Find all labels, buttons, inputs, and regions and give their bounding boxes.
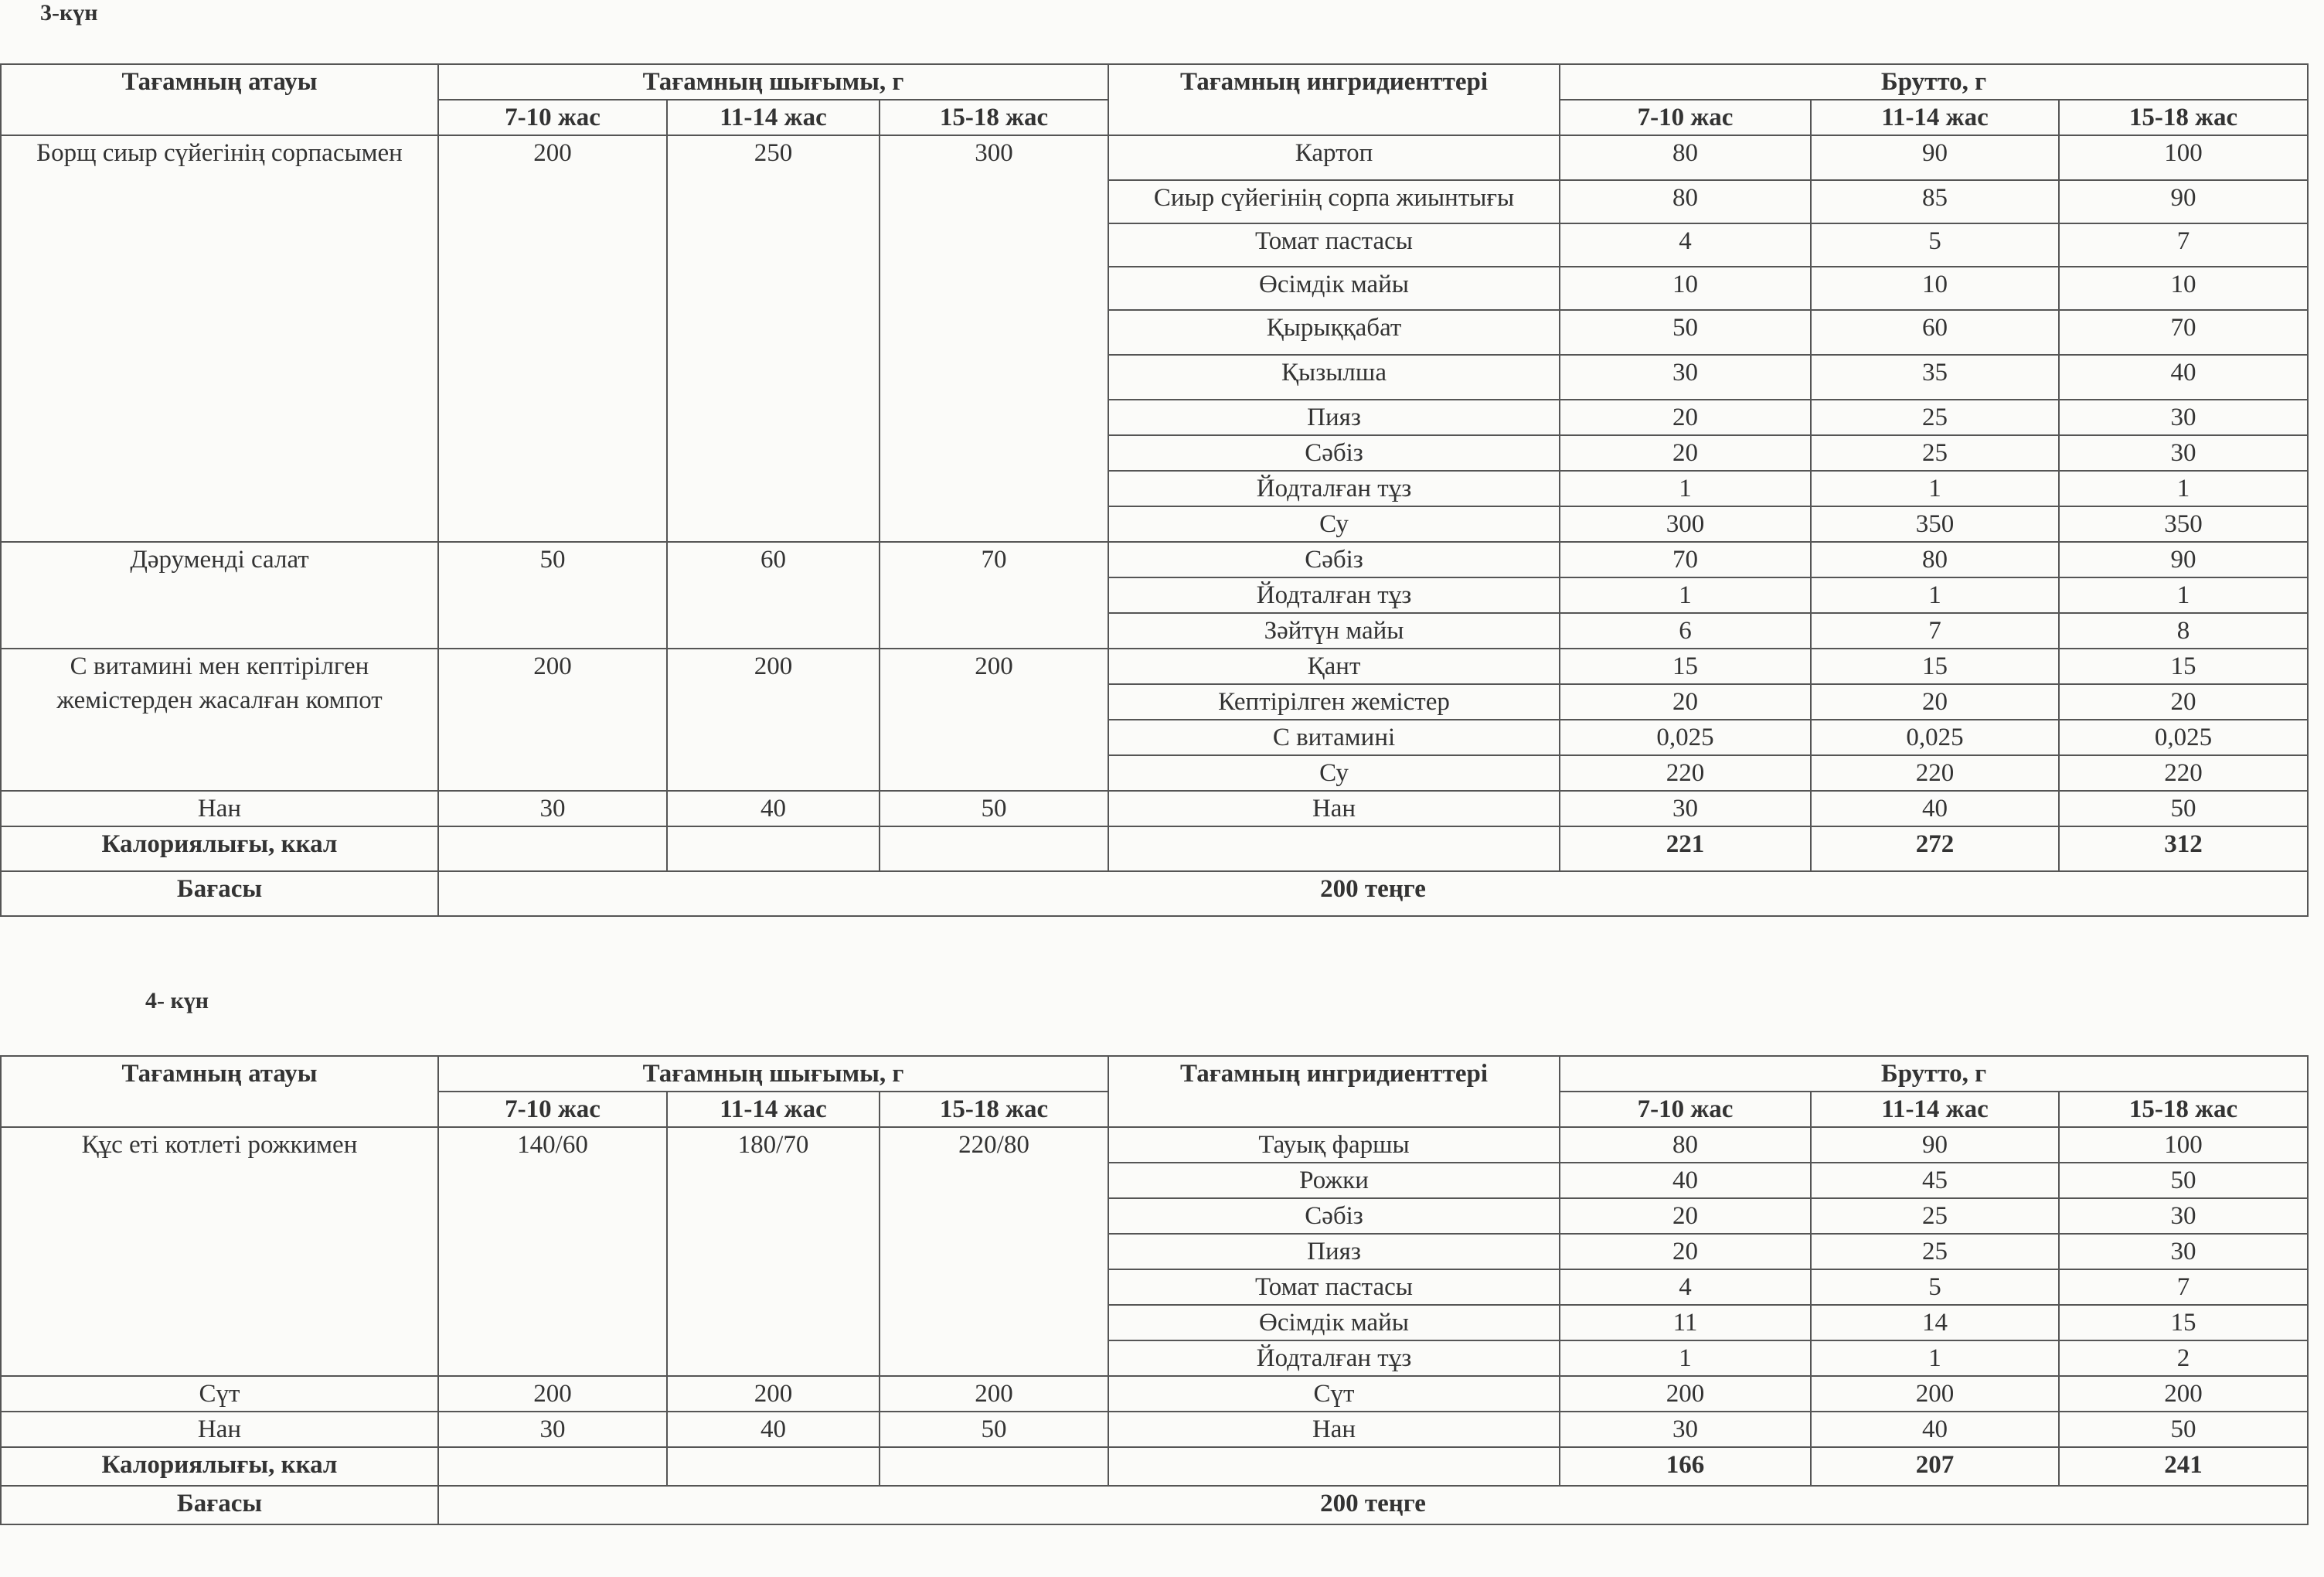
dish-name-header: Тағамның атауы <box>1 1056 438 1127</box>
ingredient-brutto: 1 <box>1811 1340 2059 1376</box>
ingredient-brutto: 6 <box>1560 613 1811 649</box>
ingredient-brutto: 4 <box>1560 223 1811 267</box>
ingredient-brutto: 7 <box>2059 223 2308 267</box>
ingredient-name: Сәбіз <box>1108 542 1560 577</box>
ingredient-name: Томат пастасы <box>1108 223 1560 267</box>
dish-output: 200 <box>880 1376 1108 1412</box>
dish-output: 50 <box>880 1412 1108 1447</box>
day3-title: 3-күн <box>40 0 98 26</box>
dish-name: Нан <box>1 1412 438 1447</box>
ingredient-brutto: 25 <box>1811 435 2059 471</box>
ingredient-brutto: 80 <box>1560 135 1811 180</box>
dish-output: 30 <box>438 1412 667 1447</box>
dish-name: Құс еті котлеті рожкимен <box>1 1127 438 1376</box>
ingredient-brutto: 50 <box>2059 1412 2308 1447</box>
ingredient-brutto: 90 <box>1811 135 2059 180</box>
ingredient-brutto: 11 <box>1560 1305 1811 1340</box>
output-age-header: 11-14 жас <box>667 100 880 135</box>
dish-name: Дәруменді салат <box>1 542 438 649</box>
ingredient-brutto: 1 <box>2059 471 2308 506</box>
calories-row <box>1 826 2308 871</box>
calories-value: 221 <box>1560 826 1811 871</box>
output-age-header: 7-10 жас <box>438 1092 667 1127</box>
table-row <box>1 542 2308 577</box>
dish-output: 250 <box>667 135 880 542</box>
day3-menu-table <box>0 63 2309 917</box>
ingredient-brutto: 90 <box>1811 1127 2059 1163</box>
dish-output: 200 <box>667 1376 880 1412</box>
ingredient-brutto: 1 <box>2059 577 2308 613</box>
output-age-header: 7-10 жас <box>438 100 667 135</box>
ingredient-brutto: 5 <box>1811 1269 2059 1305</box>
ingredient-name: Томат пастасы <box>1108 1269 1560 1305</box>
ingredient-name: Пияз <box>1108 400 1560 435</box>
dish-output: 200 <box>880 649 1108 791</box>
ingredient-brutto: 40 <box>1811 1412 2059 1447</box>
ingredient-brutto: 15 <box>2059 1305 2308 1340</box>
ingredient-brutto: 1 <box>1811 577 2059 613</box>
dish-output: 40 <box>667 791 880 826</box>
ingredient-name: С витамині <box>1108 720 1560 755</box>
calories-value: 241 <box>2059 1447 2308 1486</box>
table-row <box>1 1127 2308 1163</box>
ingredient-brutto: 80 <box>1560 180 1811 223</box>
calories-value: 312 <box>2059 826 2308 871</box>
dish-output: 60 <box>667 542 880 649</box>
ingredient-brutto: 30 <box>2059 1234 2308 1269</box>
ingredient-brutto: 10 <box>2059 267 2308 310</box>
ingredient-brutto: 30 <box>1560 355 1811 400</box>
ingredient-brutto: 0,025 <box>1811 720 2059 755</box>
empty-cell <box>667 1447 880 1486</box>
dish-output: 70 <box>880 542 1108 649</box>
ingredient-brutto: 2 <box>2059 1340 2308 1376</box>
ingredient-name: Өсімдік майы <box>1108 267 1560 310</box>
ingredient-brutto: 25 <box>1811 400 2059 435</box>
ingredient-brutto: 200 <box>1560 1376 1811 1412</box>
ingredient-brutto: 20 <box>1560 1198 1811 1234</box>
ingredient-brutto: 30 <box>1560 1412 1811 1447</box>
ingredient-brutto: 200 <box>1811 1376 2059 1412</box>
ingredient-brutto: 350 <box>2059 506 2308 542</box>
price-value: 200 теңге <box>438 1486 2308 1524</box>
ingredient-name: Зәйтүн майы <box>1108 613 1560 649</box>
ingredient-brutto: 80 <box>1560 1127 1811 1163</box>
ingredient-brutto: 0,025 <box>1560 720 1811 755</box>
dish-output: 140/60 <box>438 1127 667 1376</box>
brutto-age-header: 7-10 жас <box>1560 100 1811 135</box>
table-row <box>1 649 2308 684</box>
ingredient-brutto: 30 <box>1560 791 1811 826</box>
ingredient-brutto: 15 <box>2059 649 2308 684</box>
brutto-header: Брутто, г <box>1560 1056 2308 1092</box>
day4-title: 4- күн <box>145 988 209 1013</box>
ingredient-brutto: 1 <box>1560 471 1811 506</box>
ingredients-header: Тағамның ингридиенттері <box>1108 64 1560 135</box>
table-row <box>1 135 2308 180</box>
empty-cell <box>1108 826 1560 871</box>
ingredient-brutto: 50 <box>1560 310 1811 355</box>
ingredient-name: Рожки <box>1108 1163 1560 1198</box>
price-label: Бағасы <box>1 871 438 916</box>
dish-name: С витамині мен кептірілген жемістерден жасалған компот <box>1 649 438 791</box>
ingredient-name: Қызылша <box>1108 355 1560 400</box>
dish-output: 30 <box>438 791 667 826</box>
price-row <box>1 1486 2308 1524</box>
ingredient-name: Қант <box>1108 649 1560 684</box>
ingredient-brutto: 10 <box>1560 267 1811 310</box>
output-age-header: 15-18 жас <box>880 1092 1108 1127</box>
ingredient-brutto: 300 <box>1560 506 1811 542</box>
ingredient-brutto: 7 <box>2059 1269 2308 1305</box>
dish-name: Борщ сиыр сүйегінің сорпасымен <box>1 135 438 542</box>
brutto-header: Брутто, г <box>1560 64 2308 100</box>
ingredient-name: Тауық фаршы <box>1108 1127 1560 1163</box>
price-label: Бағасы <box>1 1486 438 1524</box>
ingredient-brutto: 20 <box>1560 435 1811 471</box>
ingredient-brutto: 90 <box>2059 542 2308 577</box>
ingredient-brutto: 20 <box>2059 684 2308 720</box>
ingredient-brutto: 30 <box>2059 1198 2308 1234</box>
brutto-age-header: 11-14 жас <box>1811 100 2059 135</box>
calories-label: Калориялығы, ккал <box>1 1447 438 1486</box>
ingredient-brutto: 25 <box>1811 1234 2059 1269</box>
ingredient-brutto: 20 <box>1560 1234 1811 1269</box>
ingredient-brutto: 40 <box>1560 1163 1811 1198</box>
ingredient-name: Нан <box>1108 791 1560 826</box>
dish-output: 200 <box>438 1376 667 1412</box>
ingredient-brutto: 350 <box>1811 506 2059 542</box>
ingredient-brutto: 220 <box>1560 755 1811 791</box>
dish-output: 50 <box>880 791 1108 826</box>
ingredient-brutto: 5 <box>1811 223 2059 267</box>
ingredient-brutto: 90 <box>2059 180 2308 223</box>
ingredient-name: Сүт <box>1108 1376 1560 1412</box>
ingredient-name: Сәбіз <box>1108 435 1560 471</box>
dish-output: 200 <box>438 649 667 791</box>
ingredient-name: Кептірілген жемістер <box>1108 684 1560 720</box>
dish-output: 50 <box>438 542 667 649</box>
ingredient-brutto: 100 <box>2059 1127 2308 1163</box>
calories-value: 272 <box>1811 826 2059 871</box>
dish-name: Нан <box>1 791 438 826</box>
ingredient-name: Сиыр сүйегінің сорпа жиынтығы <box>1108 180 1560 223</box>
ingredient-brutto: 25 <box>1811 1198 2059 1234</box>
ingredient-brutto: 40 <box>1811 791 2059 826</box>
ingredient-brutto: 70 <box>1560 542 1811 577</box>
ingredient-brutto: 4 <box>1560 1269 1811 1305</box>
brutto-age-header: 15-18 жас <box>2059 1092 2308 1127</box>
ingredient-brutto: 100 <box>2059 135 2308 180</box>
dish-output: 220/80 <box>880 1127 1108 1376</box>
output-age-header: 15-18 жас <box>880 100 1108 135</box>
ingredient-brutto: 70 <box>2059 310 2308 355</box>
empty-cell <box>438 1447 667 1486</box>
output-age-header: 11-14 жас <box>667 1092 880 1127</box>
ingredient-brutto: 15 <box>1560 649 1811 684</box>
ingredient-brutto: 60 <box>1811 310 2059 355</box>
ingredient-brutto: 10 <box>1811 267 2059 310</box>
ingredient-brutto: 35 <box>1811 355 2059 400</box>
header-row <box>1 1056 2308 1092</box>
dish-name-header: Тағамның атауы <box>1 64 438 135</box>
ingredient-brutto: 30 <box>2059 435 2308 471</box>
empty-cell <box>1108 1447 1560 1486</box>
output-header: Тағамның шығымы, г <box>438 1056 1108 1092</box>
ingredient-brutto: 50 <box>2059 791 2308 826</box>
brutto-age-header: 11-14 жас <box>1811 1092 2059 1127</box>
header-row <box>1 64 2308 100</box>
ingredient-brutto: 8 <box>2059 613 2308 649</box>
ingredient-brutto: 1 <box>1560 577 1811 613</box>
ingredient-name: Өсімдік майы <box>1108 1305 1560 1340</box>
day4-menu-table <box>0 1055 2309 1525</box>
ingredient-name: Қырыққабат <box>1108 310 1560 355</box>
ingredient-brutto: 15 <box>1811 649 2059 684</box>
dish-output: 200 <box>438 135 667 542</box>
brutto-age-header: 15-18 жас <box>2059 100 2308 135</box>
ingredient-brutto: 85 <box>1811 180 2059 223</box>
calories-label: Калориялығы, ккал <box>1 826 438 871</box>
table-row <box>1 1376 2308 1412</box>
ingredient-brutto: 40 <box>2059 355 2308 400</box>
calories-value: 207 <box>1811 1447 2059 1486</box>
ingredient-name: Су <box>1108 755 1560 791</box>
ingredient-brutto: 220 <box>2059 755 2308 791</box>
ingredient-name: Су <box>1108 506 1560 542</box>
price-row <box>1 871 2308 916</box>
ingredient-brutto: 30 <box>2059 400 2308 435</box>
ingredient-brutto: 20 <box>1560 400 1811 435</box>
dish-output: 200 <box>667 649 880 791</box>
dish-output: 300 <box>880 135 1108 542</box>
empty-cell <box>880 1447 1108 1486</box>
ingredient-name: Йодталған тұз <box>1108 577 1560 613</box>
ingredient-name: Пияз <box>1108 1234 1560 1269</box>
ingredient-brutto: 80 <box>1811 542 2059 577</box>
brutto-age-header: 7-10 жас <box>1560 1092 1811 1127</box>
calories-value: 166 <box>1560 1447 1811 1486</box>
ingredient-name: Нан <box>1108 1412 1560 1447</box>
ingredient-brutto: 50 <box>2059 1163 2308 1198</box>
ingredient-brutto: 20 <box>1560 684 1811 720</box>
ingredient-brutto: 220 <box>1811 755 2059 791</box>
ingredient-brutto: 200 <box>2059 1376 2308 1412</box>
empty-cell <box>880 826 1108 871</box>
ingredient-brutto: 1 <box>1560 1340 1811 1376</box>
table-row <box>1 791 2308 826</box>
empty-cell <box>667 826 880 871</box>
dish-output: 40 <box>667 1412 880 1447</box>
ingredient-name: Сәбіз <box>1108 1198 1560 1234</box>
calories-row <box>1 1447 2308 1486</box>
output-header: Тағамның шығымы, г <box>438 64 1108 100</box>
ingredient-brutto: 45 <box>1811 1163 2059 1198</box>
ingredients-header: Тағамның ингридиенттері <box>1108 1056 1560 1127</box>
price-value: 200 теңге <box>438 871 2308 916</box>
ingredient-brutto: 20 <box>1811 684 2059 720</box>
empty-cell <box>438 826 667 871</box>
table-row <box>1 1412 2308 1447</box>
ingredient-brutto: 1 <box>1811 471 2059 506</box>
ingredient-name: Йодталған тұз <box>1108 471 1560 506</box>
dish-output: 180/70 <box>667 1127 880 1376</box>
ingredient-brutto: 7 <box>1811 613 2059 649</box>
ingredient-name: Йодталған тұз <box>1108 1340 1560 1376</box>
ingredient-name: Картоп <box>1108 135 1560 180</box>
ingredient-brutto: 0,025 <box>2059 720 2308 755</box>
dish-name: Сүт <box>1 1376 438 1412</box>
ingredient-brutto: 14 <box>1811 1305 2059 1340</box>
